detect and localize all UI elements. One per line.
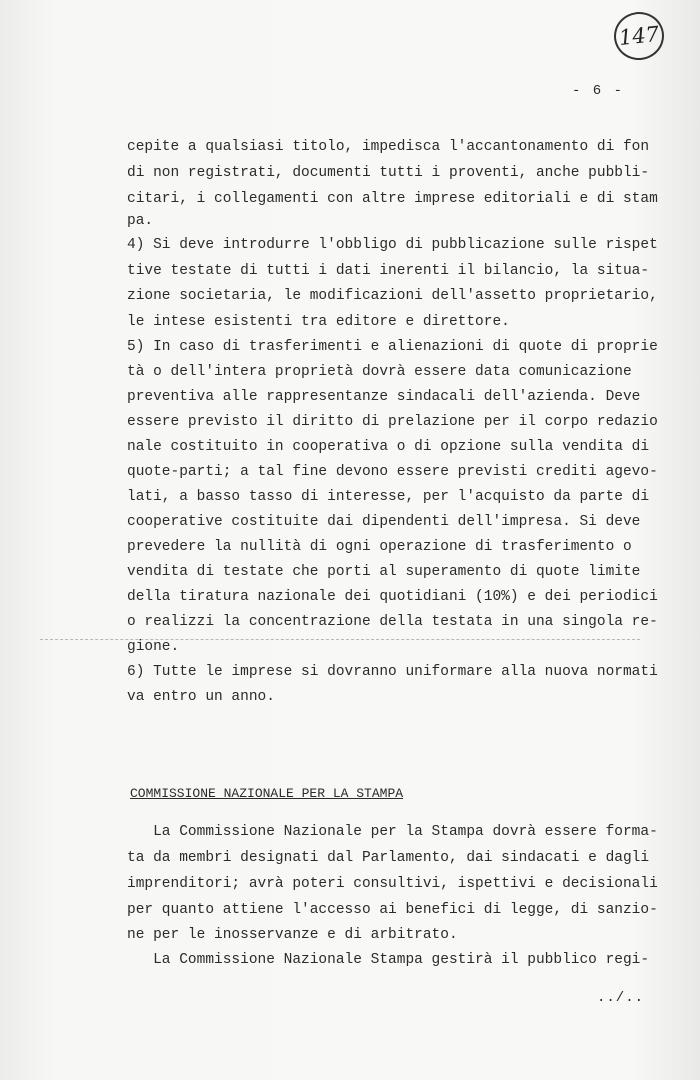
section-text-line: per quanto attiene l'accesso ai benefici di legge, di sanzio-: [127, 902, 658, 918]
text-line: 5) In caso di trasferimenti e alienazioni di quote di proprie: [127, 339, 658, 355]
text-line: tive testate di tutti i dati inerenti il bilancio, la situa-: [127, 263, 650, 279]
text-line: 6) Tutte le imprese si dovranno uniformare alla nuova normati: [127, 664, 658, 680]
section-text-line: La Commissione Nazionale Stampa gestirà il pubblico regi-: [127, 952, 650, 968]
text-line: tà o dell'intera proprietà dovrà essere data comunicazione: [127, 364, 632, 380]
text-line: pa.: [127, 213, 154, 229]
page-stamp-number: 147: [612, 10, 667, 63]
section-text-line: imprenditori; avrà poteri consultivi, ispettivi e decisionali: [127, 876, 658, 892]
text-line: essere previsto il diritto di prelazione per il corpo redazio: [127, 414, 658, 430]
text-line: della tiratura nazionale dei quotidiani (10%) e dei periodici: [127, 589, 658, 605]
text-line: cooperative costituite dai dipendenti dell'impresa. Si deve: [127, 514, 641, 530]
page-number: - 6 -: [572, 83, 625, 99]
section-text-line: La Commissione Nazionale per la Stampa dovrà essere forma-: [127, 824, 658, 840]
text-line: va entro un anno.: [127, 689, 275, 705]
text-line: zione societaria, le modificazioni dell'assetto proprietario,: [127, 288, 658, 304]
section-text-line: ne per le inosservanze e di arbitrato.: [127, 927, 458, 943]
text-line: cepite a qualsiasi titolo, impedisca l'accantonamento di fon: [127, 139, 650, 155]
text-line: gione.: [127, 639, 180, 655]
section-text-line: ta da membri designati dal Parlamento, dai sindacati e dagli: [127, 850, 650, 866]
text-line: preventiva alle rappresentanze sindacali dell'azienda. Deve: [127, 389, 641, 405]
section-heading: COMMISSIONE NAZIONALE PER LA STAMPA: [130, 786, 404, 801]
text-line: vendita di testate che porti al superamento di quote limite: [127, 564, 641, 580]
text-line: 4) Si deve introdurre l'obbligo di pubblicazione sulle rispet: [127, 237, 658, 253]
text-line: lati, a basso tasso di interesse, per l'acquisto da parte di: [127, 489, 650, 505]
text-line: le intese esistenti tra editore e direttore.: [127, 314, 510, 330]
text-line: prevedere la nullità di ogni operazione di trasferimento o: [127, 539, 632, 555]
text-line: nale costituito in cooperativa o di opzione sulla vendita di: [127, 439, 650, 455]
text-line: quote-parti; a tal fine devono essere previsti crediti agevo-: [127, 464, 658, 480]
continuation-marker: ../..: [597, 990, 645, 1006]
text-line: di non registrati, documenti tutti i proventi, anche pubbli-: [127, 165, 650, 181]
text-line: o realizzi la concentrazione della testata in una singola re-: [127, 614, 658, 630]
text-line: citari, i collegamenti con altre imprese editoriali e di stam: [127, 191, 658, 207]
